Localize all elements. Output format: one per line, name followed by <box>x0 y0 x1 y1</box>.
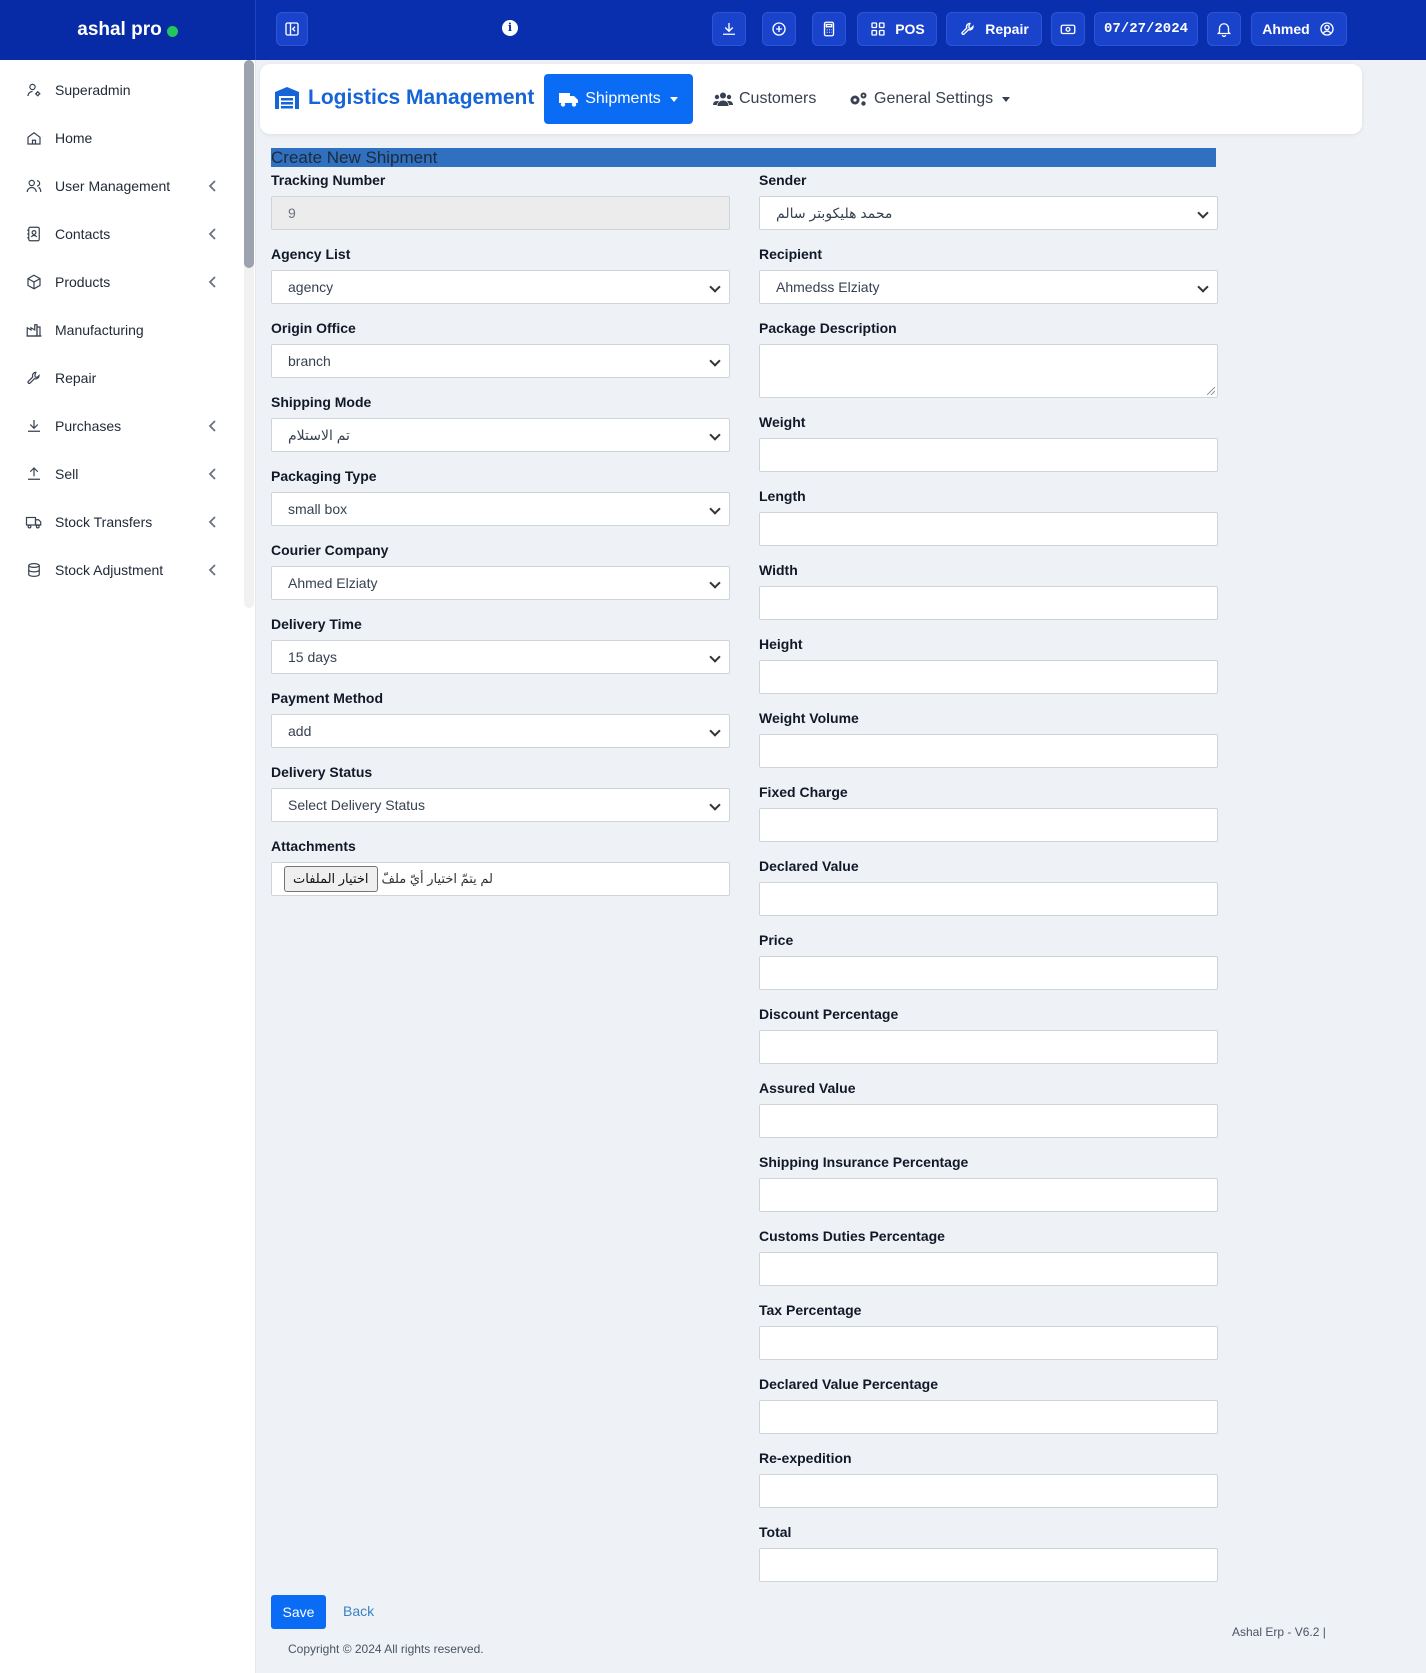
attachments-label: Attachments <box>271 838 356 854</box>
chevron-left-icon <box>208 419 218 433</box>
module-nav <box>260 64 1362 134</box>
tax-percentage-label: Tax Percentage <box>759 1302 862 1318</box>
shipping-insurance-percentage-label: Shipping Insurance Percentage <box>759 1154 969 1170</box>
payment-method-field <box>271 688 730 739</box>
tracking-number-input[interactable]: 9 <box>271 196 730 230</box>
re-expedition-field <box>759 1448 1218 1468</box>
brand-logo[interactable] <box>0 0 256 60</box>
notifications-button[interactable] <box>1207 12 1241 46</box>
assured-value-field <box>759 1078 1218 1098</box>
assured-value-input[interactable] <box>759 1104 1218 1138</box>
factory-icon <box>25 321 43 339</box>
sidebar-item-stock-adjustment[interactable] <box>0 548 240 592</box>
re-expedition-label: Re-expedition <box>759 1450 852 1466</box>
save-button[interactable]: Save <box>271 1595 326 1629</box>
repair-button[interactable] <box>946 12 1042 46</box>
tab-customers[interactable] <box>713 74 816 124</box>
sidebar-item-label: Stock Transfers <box>55 514 153 530</box>
download-icon <box>25 417 43 435</box>
courier-company-field <box>271 540 730 591</box>
fixed-charge-label: Fixed Charge <box>759 784 848 800</box>
no-file-chosen-text: لم يتمّ اختيار أيّ ملفّ <box>381 871 494 886</box>
warehouse-icon <box>274 86 300 110</box>
shipping-truck-icon <box>559 91 579 107</box>
pos-button[interactable] <box>857 12 937 46</box>
copyright-text: Copyright © 2024 All rights reserved. <box>288 1642 484 1656</box>
recipient-select[interactable]: Ahmedss Elziaty <box>759 270 1218 304</box>
delivery-time-field <box>271 614 730 665</box>
length-field <box>759 486 1218 506</box>
packaging-type-field <box>271 466 730 517</box>
current-date: 07/27/2024 <box>1103 21 1188 37</box>
customs-duties-percentage-field <box>759 1226 1218 1246</box>
delivery-status-select[interactable]: Select Delivery Status <box>271 788 730 822</box>
width-input[interactable] <box>759 586 1218 620</box>
sidebar-item-contacts[interactable] <box>0 212 240 256</box>
contacts-icon <box>25 225 43 243</box>
download-icon <box>720 20 738 38</box>
shipping-insurance-percentage-input[interactable] <box>759 1178 1218 1212</box>
sidebar-item-label: Home <box>55 130 93 146</box>
sidebar-scrollbar[interactable] <box>244 60 254 608</box>
origin-office-field <box>271 318 730 369</box>
calculator-icon <box>820 20 838 38</box>
sidebar-item-manufacturing[interactable] <box>0 308 240 352</box>
weight-volume-label: Weight Volume <box>759 710 859 726</box>
sidebar-item-label: Purchases <box>55 418 122 434</box>
sidebar-item-label: Contacts <box>55 226 111 242</box>
users-icon <box>713 91 733 107</box>
origin-office-select[interactable]: branch <box>271 344 730 378</box>
height-field <box>759 634 1218 654</box>
sidebar-item-superadmin[interactable] <box>0 68 240 112</box>
user-name: Ahmed <box>1262 21 1310 37</box>
home-icon <box>25 129 43 147</box>
truck-icon <box>25 513 43 531</box>
declared-value-label: Declared Value <box>759 858 859 874</box>
declared-value-percentage-field <box>759 1374 1218 1394</box>
top-bar <box>0 0 1426 60</box>
delivery-time-label: Delivery Time <box>271 616 362 632</box>
calculator-button[interactable] <box>812 12 846 46</box>
version-text: Ashal Erp - V6.2 | <box>1232 1625 1326 1639</box>
courier-company-select[interactable]: Ahmed Elziaty <box>271 566 730 600</box>
declared-value-field <box>759 856 1218 876</box>
caret-down-icon <box>1002 97 1010 102</box>
sidebar-item-label: Products <box>55 274 111 290</box>
payment-method-label: Payment Method <box>271 690 384 706</box>
repair-label: Repair <box>985 21 1029 37</box>
declared-value-percentage-label: Declared Value Percentage <box>759 1376 938 1392</box>
height-label: Height <box>759 636 803 652</box>
online-status-dot <box>167 26 178 37</box>
grid-icon <box>869 20 887 38</box>
plus-circle-icon <box>770 20 788 38</box>
attachments-field <box>271 836 730 886</box>
user-circle-icon <box>1318 20 1336 38</box>
box-icon <box>25 273 43 291</box>
courier-company-label: Courier Company <box>271 542 389 558</box>
agency-list-field <box>271 244 730 295</box>
delivery-time-select[interactable]: 15 days <box>271 640 730 674</box>
sender-field <box>759 170 1218 221</box>
shipping-mode-field <box>271 392 730 443</box>
sidebar-item-label: Repair <box>55 370 97 386</box>
sidebar-toggle-icon <box>283 20 301 38</box>
user-gear-icon <box>25 81 43 99</box>
attachments-file-input[interactable] <box>271 862 730 896</box>
discount-percentage-label: Discount Percentage <box>759 1006 899 1022</box>
sidebar <box>0 60 256 1673</box>
total-input[interactable] <box>759 1548 1218 1582</box>
shipping-insurance-percentage-field <box>759 1152 1218 1172</box>
sender-label: Sender <box>759 172 807 188</box>
sidebar-item-label: Stock Adjustment <box>55 562 164 578</box>
delivery-status-field <box>271 762 730 813</box>
shipping-mode-select[interactable]: تم الاستلام <box>271 418 730 452</box>
re-expedition-input[interactable] <box>759 1474 1218 1508</box>
discount-percentage-input[interactable] <box>759 1030 1218 1064</box>
chevron-left-icon <box>208 179 218 193</box>
package-description-textarea[interactable] <box>759 344 1218 398</box>
package-description-label: Package Description <box>759 320 897 336</box>
module-title[interactable] <box>274 86 534 110</box>
module-title-text: Logistics Management <box>308 86 535 109</box>
weight-field <box>759 412 1218 432</box>
length-label: Length <box>759 488 806 504</box>
fixed-charge-field <box>759 782 1218 802</box>
agency-list-select[interactable]: agency <box>271 270 730 304</box>
weight-volume-input[interactable] <box>759 734 1218 768</box>
tab-shipments[interactable] <box>544 74 693 124</box>
sidebar-item-products[interactable] <box>0 260 240 304</box>
discount-percentage-field <box>759 1004 1218 1024</box>
customs-duties-percentage-label: Customs Duties Percentage <box>759 1228 945 1244</box>
date-display[interactable] <box>1094 12 1198 46</box>
customs-duties-percentage-input[interactable] <box>759 1252 1218 1286</box>
chevron-left-icon <box>208 515 218 529</box>
add-button[interactable] <box>762 12 796 46</box>
fixed-charge-input[interactable] <box>759 808 1218 842</box>
weight-input[interactable] <box>759 438 1218 472</box>
tax-percentage-field <box>759 1300 1218 1320</box>
tracking-number-field <box>271 170 730 221</box>
tab-customers-label: Customers <box>739 90 817 107</box>
sidebar-item-repair[interactable] <box>0 356 240 400</box>
wrench-icon <box>25 369 43 387</box>
agency-list-label: Agency List <box>271 246 351 262</box>
weight-volume-field <box>759 708 1218 728</box>
sidebar-item-home[interactable] <box>0 116 240 160</box>
form-header: Create New Shipment <box>271 148 1216 167</box>
sidebar-item-label: Superadmin <box>55 82 131 98</box>
chevron-left-icon <box>208 275 218 289</box>
brand-name: ashal pro <box>77 19 162 40</box>
total-field <box>759 1522 1218 1542</box>
cash-register-button[interactable] <box>1051 12 1085 46</box>
info-icon[interactable]: i <box>502 20 518 36</box>
price-field <box>759 930 1218 950</box>
sidebar-item-label: Sell <box>55 466 79 482</box>
pos-label: POS <box>895 21 925 37</box>
chevron-left-icon <box>208 563 218 577</box>
upload-icon <box>25 465 43 483</box>
sidebar-scroll-thumb[interactable] <box>244 60 254 268</box>
tab-general-settings[interactable] <box>848 74 1010 124</box>
packaging-type-label: Packaging Type <box>271 468 377 484</box>
recipient-field <box>759 244 1218 295</box>
chevron-left-icon <box>208 467 218 481</box>
sidebar-toggle-button[interactable] <box>276 12 308 46</box>
sidebar-item-sell[interactable] <box>0 452 240 496</box>
package-description-field <box>759 318 1218 338</box>
database-icon <box>25 561 43 579</box>
money-icon <box>1059 20 1077 38</box>
origin-office-label: Origin Office <box>271 320 356 336</box>
delivery-status-label: Delivery Status <box>271 764 373 780</box>
download-button[interactable] <box>712 12 746 46</box>
price-label: Price <box>759 932 794 948</box>
packaging-type-select[interactable]: small box <box>271 492 730 526</box>
sidebar-item-stock-transfers[interactable] <box>0 500 240 544</box>
tab-shipments-label: Shipments <box>585 90 661 107</box>
recipient-label: Recipient <box>759 246 823 262</box>
weight-label: Weight <box>759 414 806 430</box>
payment-method-select[interactable]: add <box>271 714 730 748</box>
tab-general-settings-label: General Settings <box>874 90 994 107</box>
sidebar-item-purchases[interactable] <box>0 404 240 448</box>
sender-select[interactable]: محمد هليكوبتر سالم <box>759 196 1218 230</box>
assured-value-label: Assured Value <box>759 1080 856 1096</box>
declared-value-percentage-input[interactable] <box>759 1400 1218 1434</box>
chevron-left-icon <box>208 227 218 241</box>
total-label: Total <box>759 1524 792 1540</box>
width-label: Width <box>759 562 798 578</box>
sidebar-item-label: Manufacturing <box>55 322 144 338</box>
tracking-number-label: Tracking Number <box>271 172 386 188</box>
width-field <box>759 560 1218 580</box>
height-input[interactable] <box>759 660 1218 694</box>
user-menu-button[interactable] <box>1251 12 1347 46</box>
bell-icon <box>1215 20 1233 38</box>
wrench-icon <box>959 20 977 38</box>
tax-percentage-input[interactable] <box>759 1326 1218 1360</box>
sidebar-item-user-management[interactable] <box>0 164 240 208</box>
price-input[interactable] <box>759 956 1218 990</box>
gears-icon <box>848 91 868 107</box>
users-icon <box>25 177 43 195</box>
declared-value-input[interactable] <box>759 882 1218 916</box>
choose-files-button[interactable]: اختيار الملفات <box>284 866 378 892</box>
caret-down-icon <box>670 97 678 102</box>
length-input[interactable] <box>759 512 1218 546</box>
sidebar-item-label: User Management <box>55 178 171 194</box>
shipping-mode-label: Shipping Mode <box>271 394 372 410</box>
back-link[interactable]: Back <box>343 1603 375 1619</box>
